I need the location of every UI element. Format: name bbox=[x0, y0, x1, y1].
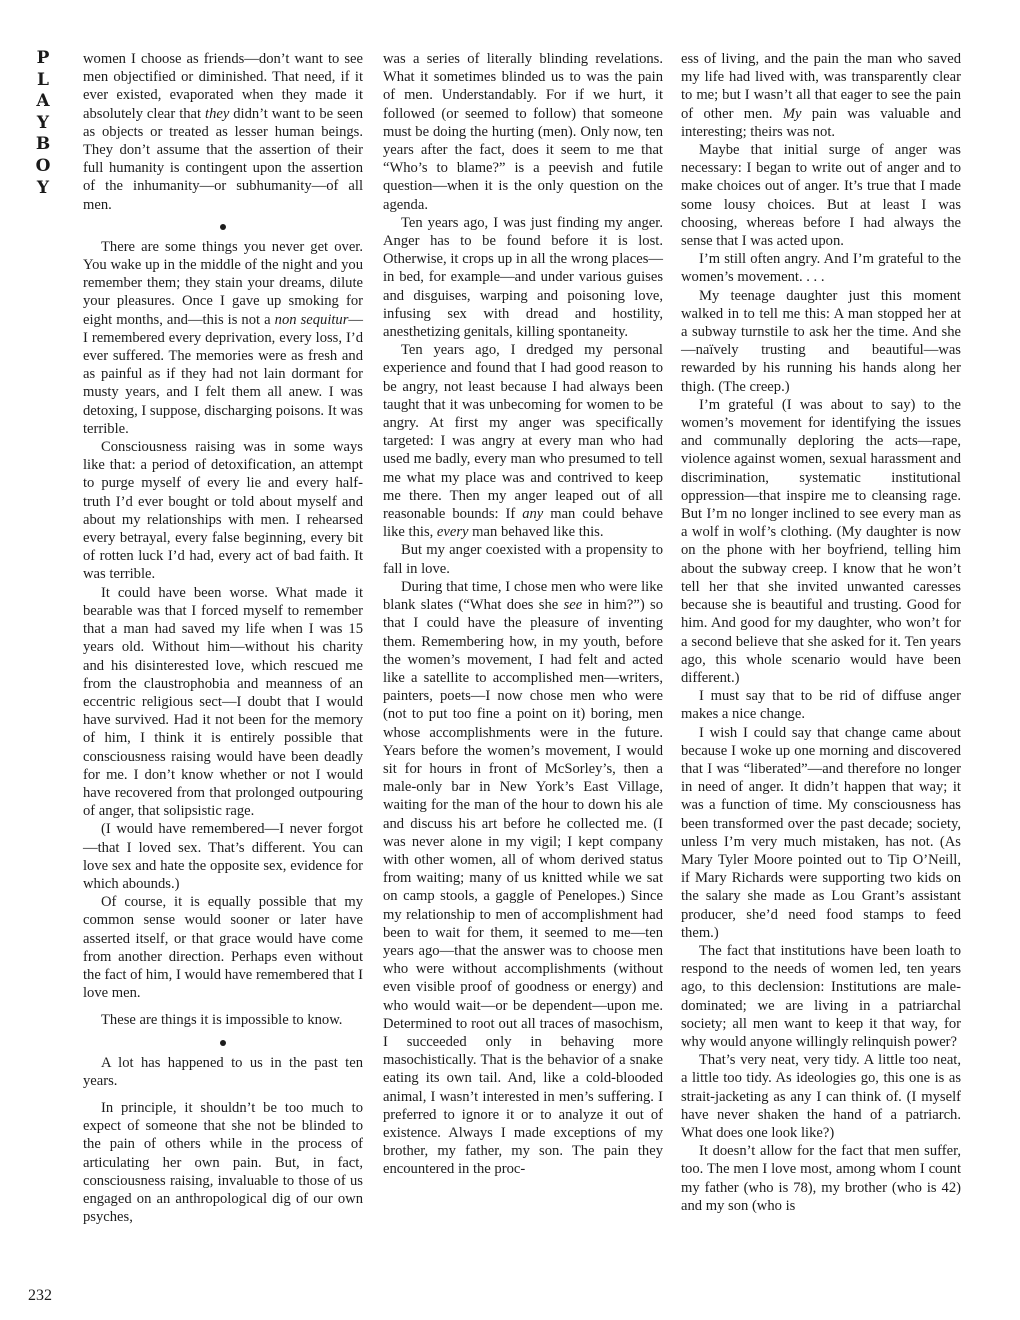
text-column-3 bbox=[681, 50, 961, 1215]
body-paragraph: ess of living, and the pain the man who saved my life had lived with, was transparently clear to me; but I wasn’t all that eager to see the pain of other men. My pain was valuable and interesting; theirs was not. bbox=[681, 51, 961, 140]
magazine-masthead-vertical bbox=[28, 48, 58, 199]
body-paragraph: It could have been worse. What made it bearable was that I forced myself to remember that a man had saved my life when I was 15 years old. Without him—without his charity and his disinterested love, which rescued me from the claustrophobia and meanness of an eccentric religious sect—I doubt that I would have survived. Had it not been for the memory of him, I think it is entirely possible that consciousness raising would have been deadly for me. I don’t know whether or not I would have recovered from that prolonged outpouring of anger, that solipsistic rage. bbox=[83, 584, 363, 820]
body-paragraph: Ten years ago, I was just finding my anger. Anger has to be found before it is lost. Otherwise, it crops up in all the wrong places—in bed, for example—and under various guises and disguises, warping and poisoning love, infusing sex with dread and hostility, anesthetizing genitals, killing spontaneity. bbox=[383, 214, 663, 341]
body-paragraph: I’m grateful (I was about to say) to the women’s movement for identifying the issues and communally deploring the acts—rape, violence against women, sexual harassment and discrimination, systematic institutional oppression—that inspire me to cleansing rage. But I’m no longer inclined to see every man as a wolf in wolf’s clothing. (My daughter is now on the phone with her boyfriend, telling him about the subway creep. I know that he won’t tell her that she invited unwanted caresses because she is beautiful and trusting. Good for him. And good for my daughter, who won’t for a second believe that she asked for it. Ten years ago, this whole scenario would have been different.) bbox=[681, 396, 961, 686]
body-paragraph: was a series of literally blinding revelations. What it sometimes blinded us to was the pain of men. Understandably. For if we hurt, it followed (or seemed to follow) that someone must be doing the hurting (men). Only now, ten years after the fact, does it seem to me that “Who’s to blame?” is a peevish and futile question—when it is the only question on the agenda. bbox=[383, 51, 663, 213]
body-paragraph: These are things it is impossible to know. bbox=[101, 1012, 343, 1029]
body-paragraph: I must say that to be rid of diffuse anger makes a nice change. bbox=[681, 688, 961, 723]
masthead-letter: Y bbox=[36, 112, 50, 133]
body-paragraph: women I choose as friends—don’t want to see men objectified or diminished. That need, if it ever existed, evaporated when they made it absolutely clear that they didn’t want to be seen as objects or treated as lesser human beings. They don’t assume that the assertion of their full humanity is contingent upon the assertion of the inhumanity—or subhumanity—of all men. bbox=[83, 51, 363, 213]
body-paragraph: Ten years ago, I dredged my personal experience and found that I had good reason to be angry, not least because I had always been taught that it was unbecoming for women to be angry. At first my anger was specifically targeted: I was angry at every man who had used me badly, every man who presumed to tell me what my place was and contrived to keep me there. Then my anger leaped out of all reasonable bounds: If any man could behave like this, every man behaved like this. bbox=[383, 342, 663, 541]
body-paragraph: (I would have remembered—I never forgot—that I loved sex. That’s different. You can love sex and hate the opposite sex, evidence for which abounds.) bbox=[83, 821, 363, 892]
body-paragraph: I wish I could say that change came about because I woke up one morning and discovered that I was “liberated”—and therefore no longer in need of anger. It didn’t happen that way; it was a function of time. My consciousness has been transformed over the past decade; society, unless I’m very much mistaken, has not. (As Mary Tyler Moore pointed out to Tip O’Neill, if Mary Richards were supporting two kids on the salary she made as Lou Grant’s assistant producer, she’d need food stamps to feed them.) bbox=[681, 724, 961, 941]
section-separator-bullet bbox=[83, 1034, 363, 1052]
section-separator-bullet bbox=[83, 218, 363, 236]
body-paragraph: In principle, it shouldn’t be too much to expect of someone that she not be blinded to the pain of others while in the process of articulating her own pain. But, in fact, consciousness raising, invaluable to those of us engaged on an anthropological dig of our own psyches, bbox=[83, 1099, 363, 1226]
body-paragraph: But my anger coexisted with a propensity to fall in love. bbox=[383, 542, 663, 577]
body-paragraph: Maybe that initial surge of anger was necessary: I began to write out of anger and to make choices out of anger. It’s true that I made some lousy choices. But at least I was choosing, whereas before I had always the sense that I was acted upon. bbox=[681, 142, 961, 250]
body-paragraph: Consciousness raising was in some ways like that: a period of detoxification, an attempt to purge myself of every lie and every half-truth I’d ever bought or told about myself and about my relationships with men. I rehearsed every betrayal, every false beginning, every bit of rotten luck I’d had, every act of bad faith. It was terrible. bbox=[83, 439, 363, 583]
masthead-letter: L bbox=[37, 69, 49, 90]
body-paragraph: There are some things you never get over. You wake up in the middle of the night and you remember them; they stain your dreams, dilute your pleasures. Once I gave up smoking for eight months, and—this is not a non sequitur—I remembered every deprivation, every loss, I’d ever suffered. The memories were as fresh and as painful as if they had not lain dormant for musty years, and I felt them all anew. I was detoxing, I suppose, discharging poisons. It was terrible. bbox=[83, 238, 363, 437]
body-paragraph: During that time, I chose men who were like blank slates (“What does she see in him?”) so that I could have the pleasure of inventing them. Remembering how, in my youth, before the women’s movement, I had felt and acted like a satellite to accomplished men—writers, painters, poets—I now chose men who were (not to put too fine a point on it) boring, men whose accomplishments were in the future. Years before the women’s movement, I would sit for hours in front of McSorley’s, then a male-only bar in New York’s East Village, waiting for the man of the hour to down his ale and discuss his art before he collected me. (I was never alone in my vigil; I kept company with other women, all of whom derived status from waiting; many of us knitted while we sat on camp stools, a gaggle of Penelopes.) Since my relationship to men of accomplishment had been to wait for them, it seemed to me—ten years ago—that the answer was to choose men who were without accomplishments (without even visible proof of goodness or energy) and who would wait—or be dependent—upon me. Determined to root out all traces of masochism, I succeeded only in behaving more masochistically. That is the behavior of a snake eating its own tail. And, like a cold-blooded animal, I wasn’t interested in men’s suffering. I preferred to ignore it or to analyze it out of existence. Always I made exceptions of my brother, my father, my son. The pain they encountered in the proc- bbox=[383, 578, 663, 1178]
text-column-1 bbox=[83, 50, 363, 1226]
bullet-dot-icon bbox=[220, 224, 226, 230]
body-paragraph: Of course, it is equally possible that my common sense would sooner or later have asserted itself, or that grace would have come from another direction. Perhaps even without the fact of him, I would have remembered that I love men. bbox=[83, 894, 363, 1002]
masthead-letter: P bbox=[36, 48, 50, 68]
body-paragraph: I’m still often angry. And I’m grateful to the women’s movement. . . . bbox=[681, 251, 961, 286]
masthead-letter: A bbox=[36, 91, 50, 112]
body-paragraph: My teenage daughter just this moment walked in to tell me this: A man stopped her at a subway turnstile to ask her the time. And she—naïvely trusting and beautiful—was rewarded by his running his hands along her thigh. (The creep.) bbox=[681, 287, 961, 395]
body-paragraph: That’s very neat, very tidy. A little too neat, a little too tidy. As ideologies go, this one is as strait-jacketing as any I can think of. (I myself have never shaken the hand of a patriarch. What does one look like?) bbox=[681, 1052, 961, 1141]
page-number: 232 bbox=[28, 1287, 52, 1304]
masthead-letter: Y bbox=[36, 177, 50, 198]
text-column-2 bbox=[383, 50, 663, 1179]
bullet-dot-icon bbox=[220, 1040, 226, 1046]
body-paragraph: The fact that institutions have been loath to respond to the needs of women led, ten years ago, to this declension: Institutions are male-dominated; we are living in a patriarchal society; all men want to keep it that way, for why would anyone willingly relinquish power? bbox=[681, 942, 961, 1050]
body-paragraph: A lot has happened to us in the past ten years. bbox=[83, 1054, 363, 1089]
masthead-letter: B bbox=[35, 134, 51, 155]
masthead-letter: O bbox=[35, 155, 51, 176]
body-paragraph: It doesn’t allow for the fact that men suffer, too. The men I love most, among whom I count my father (who is 78), my brother (who is 42) and my son (who is bbox=[681, 1143, 961, 1214]
